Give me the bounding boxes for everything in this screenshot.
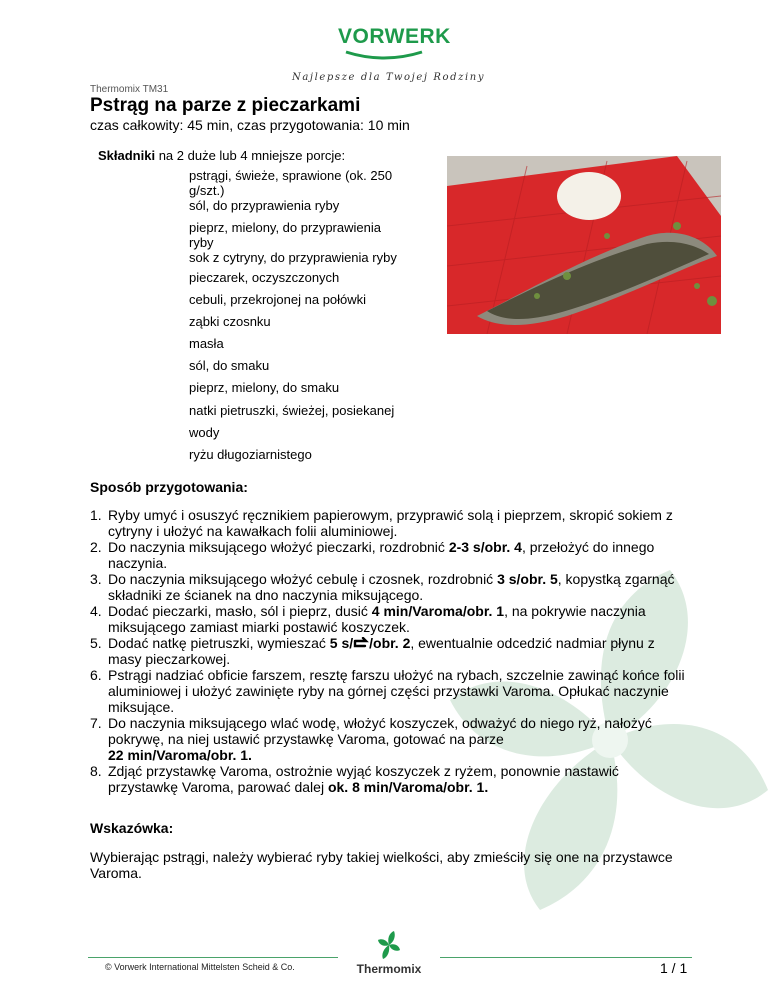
- step-text: Ryby umyć i osuszyć ręcznikiem papierowym, przyprawić solą i pieprzem, skropić sokiem z cytryny i ułożyć na kawałkach folii aluminiowej.: [108, 507, 673, 539]
- logo-swoosh-icon: [344, 50, 424, 62]
- footer-brand: Thermomix: [356, 962, 422, 976]
- step-text: , na pokrywie naczynia miksującego zamiast miarki postawić koszyczek.: [108, 603, 646, 635]
- step-number: 6.: [90, 667, 102, 683]
- step-setting: 22 min/Varoma/obr. 1.: [108, 747, 252, 763]
- ingredient-name: sól, do przyprawienia ryby: [189, 198, 340, 213]
- step-setting: 5 s/: [329, 635, 354, 651]
- footer-divider: [440, 957, 692, 958]
- method-steps: [90, 507, 690, 795]
- step-number: 8.: [90, 763, 102, 779]
- step-text: Dodać natkę pietruszki, wymieszać: [108, 635, 330, 651]
- step-number: 2.: [90, 539, 102, 555]
- step-setting: ok. 8 min/Varoma/obr. 1.: [327, 779, 489, 795]
- step-setting: 3 s/obr. 5: [497, 571, 558, 587]
- ingredient-name: pstrągi, świeże, sprawione (ok. 250 g/szt.): [189, 168, 393, 198]
- ingredient-name: pieczarek, oczyszczonych: [189, 270, 340, 285]
- method-step: [90, 539, 690, 571]
- slogan: Najlepsze dla Twojej Rodziny: [292, 72, 486, 83]
- step-text: Zdjąć przystawkę Varoma, ostrożnie wyjąć koszyczek z ryżem, ponownie nastawić przystawkę Varoma, parować dalej: [108, 763, 619, 795]
- reverse-blade-icon: [353, 637, 369, 649]
- ingredient-name: natki pietruszki, świeżej, posiekanej: [189, 403, 395, 418]
- step-number: 4.: [90, 603, 102, 619]
- hint-heading: Wskazówka:: [90, 820, 174, 836]
- logo-text: VORWERK: [338, 25, 451, 48]
- product-brand: Thermomix TM31: [90, 84, 169, 95]
- ingredient-name: sok z cytryny, do przyprawienia ryby: [189, 250, 397, 265]
- method-step: [90, 603, 690, 635]
- method-step: [90, 667, 690, 715]
- ingredient-name: cebuli, przekrojonej na połówki: [189, 292, 367, 307]
- step-setting: /obr. 2: [369, 635, 411, 651]
- step-text: Dodać pieczarki, masło, sól i pieprz, dusić: [108, 603, 372, 619]
- step-number: 5.: [90, 635, 102, 651]
- footer-divider: [88, 957, 338, 958]
- step-number: 1.: [90, 507, 102, 523]
- step-text: Pstrągi nadziać obficie farszem, resztę farszu ułożyć na rybach, szczelnie zawinąć końce folii aluminiowej i ułożyć zawinięte ryby na górnej części przystawki Varoma. Opłukać naczynie miksujące.: [108, 667, 685, 715]
- step-text: Do naczynia miksującego wlać wodę, włożyć koszyczek, odważyć do niego ryż, nałożyć pokrywę, na niej ustawić przystawkę Varoma, gotować na parze: [108, 715, 652, 747]
- dish-photo: [447, 156, 721, 334]
- ingredients-heading-rest: na 2 duże lub 4 mniejsze porcje:: [155, 148, 346, 163]
- recipe-title: Pstrąg na parze z pieczarkami: [90, 95, 361, 116]
- vorwerk-logo: [338, 25, 451, 64]
- step-text: , kopystką zgarnąć składniki ze ścianek na dno naczynia miksującego.: [108, 571, 675, 603]
- step-number: 7.: [90, 715, 102, 731]
- step-text: Do naczynia miksującego włożyć pieczarki, rozdrobnić: [108, 539, 449, 555]
- ingredient-name: wody: [189, 425, 220, 440]
- step-text: Do naczynia miksującego włożyć cebulę i czosnek, rozdrobnić: [108, 571, 498, 587]
- page-number: 1 / 1: [660, 960, 688, 976]
- step-setting: 4 min/Varoma/obr. 1: [371, 603, 505, 619]
- ingredient-name: masła: [189, 336, 224, 351]
- thermomix-logo: [350, 930, 428, 980]
- method-step: [90, 715, 690, 763]
- recipe-times: czas całkowity: 45 min, czas przygotowania: 10 min: [90, 117, 410, 133]
- thermomix-flower-icon: [377, 930, 401, 960]
- method-step: [90, 507, 690, 539]
- ingredient-name: ząbki czosnku: [189, 314, 271, 329]
- ingredients-heading-bold: Składniki: [98, 148, 156, 163]
- step-text: , przełożyć do innego naczynia.: [108, 539, 655, 571]
- ingredient-name: pieprz, mielony, do smaku: [189, 380, 340, 395]
- ingredient-name: ryżu długoziarnistego: [189, 447, 312, 462]
- method-step: [90, 635, 690, 667]
- footer-copyright: © Vorwerk International Mittelsten Scheid & Co.: [105, 962, 295, 972]
- method-step: [90, 763, 690, 795]
- ingredients-heading: [98, 148, 345, 163]
- step-number: 3.: [90, 571, 102, 587]
- step-text: , ewentualnie odcedzić nadmiar płynu z masy pieczarkowej.: [108, 635, 655, 667]
- step-setting: 2-3 s/obr. 4: [448, 539, 522, 555]
- ingredient-name: pieprz, mielony, do przyprawienia ryby: [189, 220, 381, 250]
- hint-text: Wybierając pstrągi, należy wybierać ryby takiej wielkości, aby zmieściły się one na przystawce Varoma.: [90, 849, 673, 881]
- method-step: [90, 571, 690, 603]
- ingredient-name: sól, do smaku: [189, 358, 270, 373]
- method-heading: Sposób przygotowania:: [90, 479, 248, 495]
